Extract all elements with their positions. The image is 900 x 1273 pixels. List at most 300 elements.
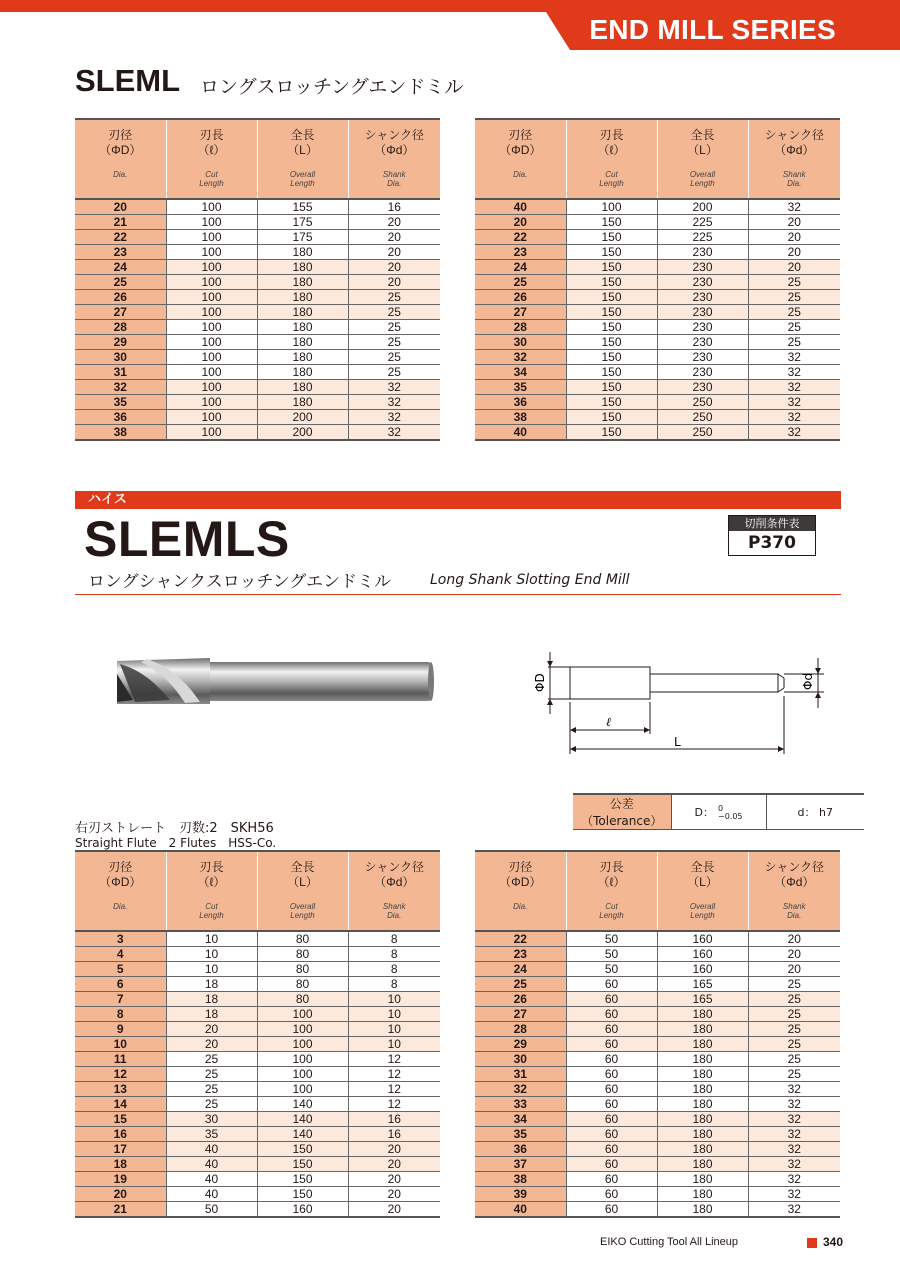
- table-cell: 165: [657, 977, 748, 992]
- table-cell: 160: [257, 1202, 348, 1218]
- cutting-conditions-link[interactable]: [728, 515, 816, 556]
- table-cell: 12: [348, 1097, 440, 1112]
- table-cell: 21: [75, 1202, 166, 1218]
- table-cell: 7: [75, 992, 166, 1007]
- table-row: [75, 1082, 440, 1097]
- table-row: [475, 230, 840, 245]
- table-row: [475, 931, 840, 947]
- table-cell: 16: [348, 1112, 440, 1127]
- table-cell: 100: [166, 350, 257, 365]
- table-cell: 25: [748, 320, 840, 335]
- col-header-jp: 全長: [290, 860, 315, 874]
- col-header-en2: Length: [199, 911, 224, 920]
- table-cell: 16: [75, 1127, 166, 1142]
- table-cell: 200: [257, 425, 348, 441]
- table-row: [475, 425, 840, 441]
- table-cell: 12: [75, 1067, 166, 1082]
- col-header-symbol: （Φd）: [774, 875, 815, 889]
- table-cell: 30: [166, 1112, 257, 1127]
- table-cell: 36: [475, 395, 566, 410]
- table-cell: 21: [75, 215, 166, 230]
- table-cell: 100: [166, 365, 257, 380]
- table-cell: 150: [566, 425, 657, 441]
- table-row: [475, 335, 840, 350]
- col-header-en2: Length: [199, 179, 224, 188]
- table-cell: 30: [475, 1052, 566, 1067]
- col-header-en: Cut: [605, 170, 618, 179]
- slemls-subtitle-en: Long Shank Slotting End Mill: [430, 572, 630, 588]
- table-cell: 230: [657, 290, 748, 305]
- table-row: [475, 1097, 840, 1112]
- table-row: [475, 992, 840, 1007]
- table-cell: 39: [475, 1187, 566, 1202]
- col-header-en: Shank: [382, 170, 406, 179]
- table-cell: 35: [475, 380, 566, 395]
- table-cell: 180: [657, 1007, 748, 1022]
- table-row: [75, 931, 440, 947]
- table-cell: 32: [475, 1082, 566, 1097]
- table-row: [475, 275, 840, 290]
- table-cell: 32: [748, 1172, 840, 1187]
- tolerance-d-big: [671, 794, 766, 830]
- table-cell: 26: [75, 290, 166, 305]
- tolerance-table: [573, 793, 864, 830]
- table-cell: 32: [748, 199, 840, 215]
- table-cell: 180: [257, 380, 348, 395]
- table-cell: 32: [748, 410, 840, 425]
- table-cell: 22: [475, 931, 566, 947]
- table-cell: 100: [257, 1022, 348, 1037]
- table-cell: 14: [75, 1097, 166, 1112]
- sleml-title: SLEML: [75, 63, 181, 98]
- table-cell: 180: [257, 305, 348, 320]
- end-mill-photo: [75, 612, 485, 784]
- col-header-symbol: （ΦD）: [499, 875, 542, 889]
- table-cell: 100: [166, 320, 257, 335]
- col-header-en2: Length: [690, 911, 715, 920]
- table-row: [75, 1097, 440, 1112]
- table-row: [475, 1187, 840, 1202]
- col-header-jp: 刃長: [599, 128, 624, 142]
- table-cell: 28: [475, 1022, 566, 1037]
- table-cell: 15: [75, 1112, 166, 1127]
- table-cell: 25: [348, 335, 440, 350]
- table-cell: 25: [748, 992, 840, 1007]
- table-cell: 25: [348, 365, 440, 380]
- table-cell: 180: [257, 260, 348, 275]
- table-cell: 80: [257, 977, 348, 992]
- table-cell: 60: [566, 1187, 657, 1202]
- table-cell: 12: [348, 1052, 440, 1067]
- table-cell: 29: [75, 335, 166, 350]
- col-header: [166, 119, 257, 199]
- table-cell: 33: [475, 1097, 566, 1112]
- table-cell: 5: [75, 962, 166, 977]
- table-cell: 160: [657, 931, 748, 947]
- dia-big-label: ΦD: [533, 673, 547, 692]
- col-header-jp: 刃長: [199, 860, 224, 874]
- tolerance-label: 公差（Tolerance）: [573, 794, 671, 830]
- col-header-en: Shank: [782, 170, 806, 179]
- table-row: [75, 425, 440, 441]
- col-header-symbol: （L）: [687, 143, 718, 157]
- table-cell: 20: [166, 1037, 257, 1052]
- col-header-symbol: （ΦD）: [99, 875, 142, 889]
- col-header: [657, 119, 748, 199]
- table-cell: 25: [748, 275, 840, 290]
- slemls-table-right: [475, 850, 840, 1218]
- col-header-jp: 刃長: [599, 860, 624, 874]
- table-cell: 150: [566, 260, 657, 275]
- table-cell: 20: [748, 962, 840, 977]
- table-row: [75, 245, 440, 260]
- tolerance-lower: −0.05: [717, 811, 743, 821]
- table-cell: 180: [657, 1067, 748, 1082]
- material-bar: [75, 491, 841, 509]
- table-cell: 100: [166, 199, 257, 215]
- table-cell: 180: [657, 1082, 748, 1097]
- table-cell: 250: [657, 425, 748, 441]
- table-cell: 32: [748, 1187, 840, 1202]
- tolerance-d-small: d： h7: [766, 794, 864, 830]
- table-cell: 23: [75, 245, 166, 260]
- table-cell: 150: [257, 1187, 348, 1202]
- table-cell: 13: [75, 1082, 166, 1097]
- table-cell: 180: [657, 1127, 748, 1142]
- table-cell: 20: [748, 245, 840, 260]
- table-cell: 38: [475, 1172, 566, 1187]
- table-cell: 3: [75, 931, 166, 947]
- table-cell: 23: [475, 245, 566, 260]
- table-cell: 100: [166, 245, 257, 260]
- table-cell: 32: [748, 380, 840, 395]
- col-header-symbol: （ℓ）: [197, 875, 226, 889]
- table-row: [475, 245, 840, 260]
- col-header-en2: Length: [290, 179, 315, 188]
- spec-japanese: 右刃ストレート 刃数:2 SKH56: [75, 821, 274, 836]
- table-cell: 20: [748, 931, 840, 947]
- table-row: [75, 335, 440, 350]
- col-header: [348, 851, 440, 931]
- table-cell: 20: [348, 1157, 440, 1172]
- table-row: [75, 290, 440, 305]
- table-row: [475, 947, 840, 962]
- table-cell: 30: [75, 350, 166, 365]
- col-header: [566, 119, 657, 199]
- table-cell: 38: [75, 425, 166, 441]
- table-cell: 80: [257, 992, 348, 1007]
- table-row: [475, 215, 840, 230]
- table-cell: 32: [75, 380, 166, 395]
- table-cell: 32: [748, 1142, 840, 1157]
- col-header: [257, 119, 348, 199]
- table-cell: 60: [566, 1127, 657, 1142]
- cutting-conditions-page: P370: [748, 533, 796, 553]
- table-cell: 225: [657, 215, 748, 230]
- table-cell: 25: [348, 350, 440, 365]
- table-row: [75, 1202, 440, 1218]
- table-cell: 50: [566, 947, 657, 962]
- table-cell: 60: [566, 1067, 657, 1082]
- col-header-jp: シャンク径: [764, 860, 825, 874]
- table-cell: 100: [166, 215, 257, 230]
- table-cell: 25: [748, 1067, 840, 1082]
- table-cell: 150: [566, 320, 657, 335]
- table-row: [475, 1052, 840, 1067]
- table-cell: 60: [566, 1022, 657, 1037]
- table-cell: 80: [257, 947, 348, 962]
- table-cell: 26: [475, 992, 566, 1007]
- table-cell: 8: [348, 931, 440, 947]
- table-cell: 10: [348, 1037, 440, 1052]
- table-cell: 20: [748, 260, 840, 275]
- table-row: [75, 947, 440, 962]
- table-cell: 100: [166, 380, 257, 395]
- table-cell: 35: [75, 395, 166, 410]
- table-cell: 25: [748, 290, 840, 305]
- table-row: [475, 1112, 840, 1127]
- sleml-table-left: [75, 118, 440, 441]
- table-cell: 18: [166, 977, 257, 992]
- table-cell: 100: [166, 395, 257, 410]
- col-header: [475, 119, 566, 199]
- table-cell: 60: [566, 1202, 657, 1218]
- table-cell: 150: [257, 1157, 348, 1172]
- table-cell: 36: [75, 410, 166, 425]
- table-row: [75, 350, 440, 365]
- table-cell: 60: [566, 992, 657, 1007]
- table-cell: 27: [475, 305, 566, 320]
- table-cell: 140: [257, 1127, 348, 1142]
- table-cell: 230: [657, 260, 748, 275]
- table-cell: 35: [475, 1127, 566, 1142]
- col-header-symbol: （Φd）: [374, 143, 415, 157]
- col-header: [75, 119, 166, 199]
- table-cell: 180: [657, 1022, 748, 1037]
- overall-length-label: L: [674, 735, 681, 749]
- col-header-en2: Length: [599, 179, 624, 188]
- table-cell: 16: [348, 199, 440, 215]
- col-header-jp: シャンク径: [364, 860, 425, 874]
- table-cell: 150: [566, 245, 657, 260]
- footer-text: EIKO Cutting Tool All Lineup: [600, 1236, 738, 1248]
- table-cell: 32: [748, 1157, 840, 1172]
- table-cell: 20: [348, 1202, 440, 1218]
- table-cell: 25: [475, 275, 566, 290]
- table-cell: 180: [257, 365, 348, 380]
- table-cell: 140: [257, 1097, 348, 1112]
- table-cell: 20: [348, 1142, 440, 1157]
- table-cell: 180: [657, 1157, 748, 1172]
- table-row: [475, 410, 840, 425]
- table-cell: 20: [748, 215, 840, 230]
- series-title: END MILL SERIES: [589, 14, 836, 45]
- col-header-jp: 刃径: [508, 128, 533, 142]
- col-header-symbol: （ℓ）: [597, 875, 626, 889]
- col-header-en2: Dia.: [787, 911, 802, 920]
- col-header-en2: Length: [599, 911, 624, 920]
- table-cell: 8: [348, 977, 440, 992]
- table-cell: 100: [166, 425, 257, 441]
- col-header: [257, 851, 348, 931]
- table-cell: 150: [257, 1142, 348, 1157]
- col-header-jp: 全長: [290, 128, 315, 142]
- table-cell: 40: [166, 1172, 257, 1187]
- table-cell: 25: [748, 1037, 840, 1052]
- table-cell: 34: [475, 365, 566, 380]
- col-header-en: Cut: [205, 902, 218, 911]
- table-row: [75, 199, 440, 215]
- table-cell: 16: [348, 1127, 440, 1142]
- table-cell: 100: [257, 1037, 348, 1052]
- table-cell: 25: [166, 1052, 257, 1067]
- table-cell: 150: [566, 365, 657, 380]
- table-cell: 32: [348, 395, 440, 410]
- table-row: [75, 1007, 440, 1022]
- table-cell: 32: [748, 350, 840, 365]
- table-row: [475, 1007, 840, 1022]
- table-cell: 32: [748, 1112, 840, 1127]
- table-cell: 20: [348, 215, 440, 230]
- table-cell: 32: [475, 350, 566, 365]
- table-row: [75, 260, 440, 275]
- table-cell: 150: [257, 1172, 348, 1187]
- table-cell: 10: [75, 1037, 166, 1052]
- col-header-en: Shank: [382, 902, 406, 911]
- table-cell: 12: [348, 1067, 440, 1082]
- table-cell: 28: [75, 320, 166, 335]
- table-cell: 11: [75, 1052, 166, 1067]
- table-row: [475, 977, 840, 992]
- spec-english: Straight Flute 2 Flutes HSS-Co.: [75, 836, 277, 850]
- table-cell: 230: [657, 305, 748, 320]
- table-row: [475, 395, 840, 410]
- table-cell: 230: [657, 380, 748, 395]
- table-cell: 250: [657, 395, 748, 410]
- col-header-en: Dia.: [513, 902, 528, 911]
- table-row: [75, 1127, 440, 1142]
- table-row: [75, 275, 440, 290]
- table-cell: 25: [748, 335, 840, 350]
- table-cell: 20: [748, 947, 840, 962]
- table-row: [75, 380, 440, 395]
- table-row: [475, 290, 840, 305]
- table-cell: 160: [657, 962, 748, 977]
- table-cell: 160: [657, 947, 748, 962]
- table-cell: 32: [348, 410, 440, 425]
- table-cell: 230: [657, 245, 748, 260]
- table-row: [475, 1037, 840, 1052]
- table-cell: 32: [348, 380, 440, 395]
- table-cell: 26: [475, 290, 566, 305]
- table-cell: 100: [166, 275, 257, 290]
- col-header-jp: 刃長: [199, 128, 224, 142]
- table-cell: 32: [348, 425, 440, 441]
- table-cell: 20: [75, 1187, 166, 1202]
- col-header-symbol: （Φd）: [774, 143, 815, 157]
- table-cell: 175: [257, 230, 348, 245]
- table-cell: 32: [748, 1202, 840, 1218]
- table-cell: 80: [257, 962, 348, 977]
- table-cell: 10: [348, 1022, 440, 1037]
- cut-length-label: ℓ: [606, 715, 611, 729]
- table-cell: 24: [475, 260, 566, 275]
- table-cell: 180: [257, 335, 348, 350]
- sleml-table-right: [475, 118, 840, 441]
- subtitle-underline: [75, 594, 841, 595]
- table-cell: 100: [257, 1082, 348, 1097]
- table-cell: 30: [475, 335, 566, 350]
- col-header-symbol: （L）: [287, 875, 318, 889]
- table-row: [475, 1142, 840, 1157]
- col-header-jp: 刃径: [108, 860, 133, 874]
- table-row: [475, 305, 840, 320]
- table-cell: 10: [348, 992, 440, 1007]
- col-header: [566, 851, 657, 931]
- sleml-subtitle: ロングスロッチングエンドミル: [200, 76, 464, 98]
- col-header: [75, 851, 166, 931]
- col-header: [748, 119, 840, 199]
- table-cell: 25: [748, 305, 840, 320]
- table-cell: 150: [566, 275, 657, 290]
- table-cell: 180: [657, 1052, 748, 1067]
- table-cell: 150: [566, 395, 657, 410]
- table-cell: 10: [166, 931, 257, 947]
- table-row: [75, 1067, 440, 1082]
- col-header-en: Dia.: [513, 170, 528, 179]
- table-row: [75, 1037, 440, 1052]
- table-cell: 8: [348, 962, 440, 977]
- table-cell: 180: [657, 1202, 748, 1218]
- table-cell: 60: [566, 1172, 657, 1187]
- table-cell: 230: [657, 365, 748, 380]
- table-cell: 36: [475, 1142, 566, 1157]
- table-cell: 180: [257, 275, 348, 290]
- table-cell: 100: [166, 290, 257, 305]
- table-cell: 60: [566, 1157, 657, 1172]
- slemls-table-left: [75, 850, 440, 1218]
- col-header: [475, 851, 566, 931]
- table-cell: 28: [475, 320, 566, 335]
- table-cell: 60: [566, 1112, 657, 1127]
- table-cell: 230: [657, 335, 748, 350]
- table-row: [75, 1187, 440, 1202]
- col-header-en2: Dia.: [387, 179, 402, 188]
- table-cell: 200: [657, 199, 748, 215]
- table-row: [75, 305, 440, 320]
- table-cell: 25: [475, 977, 566, 992]
- table-row: [475, 365, 840, 380]
- table-cell: 50: [566, 962, 657, 977]
- table-cell: 6: [75, 977, 166, 992]
- table-row: [75, 365, 440, 380]
- col-header-symbol: （Φd）: [374, 875, 415, 889]
- table-row: [75, 1052, 440, 1067]
- table-row: [75, 1142, 440, 1157]
- table-row: [75, 1172, 440, 1187]
- table-cell: 32: [748, 1097, 840, 1112]
- table-row: [475, 1082, 840, 1097]
- col-header-en: Overall: [289, 170, 316, 179]
- table-cell: 32: [748, 365, 840, 380]
- dimension-drawing: [520, 630, 840, 760]
- table-cell: 180: [657, 1097, 748, 1112]
- col-header-symbol: （ΦD）: [99, 143, 142, 157]
- table-row: [475, 380, 840, 395]
- table-cell: 180: [257, 320, 348, 335]
- table-row: [475, 1172, 840, 1187]
- table-cell: 60: [566, 1052, 657, 1067]
